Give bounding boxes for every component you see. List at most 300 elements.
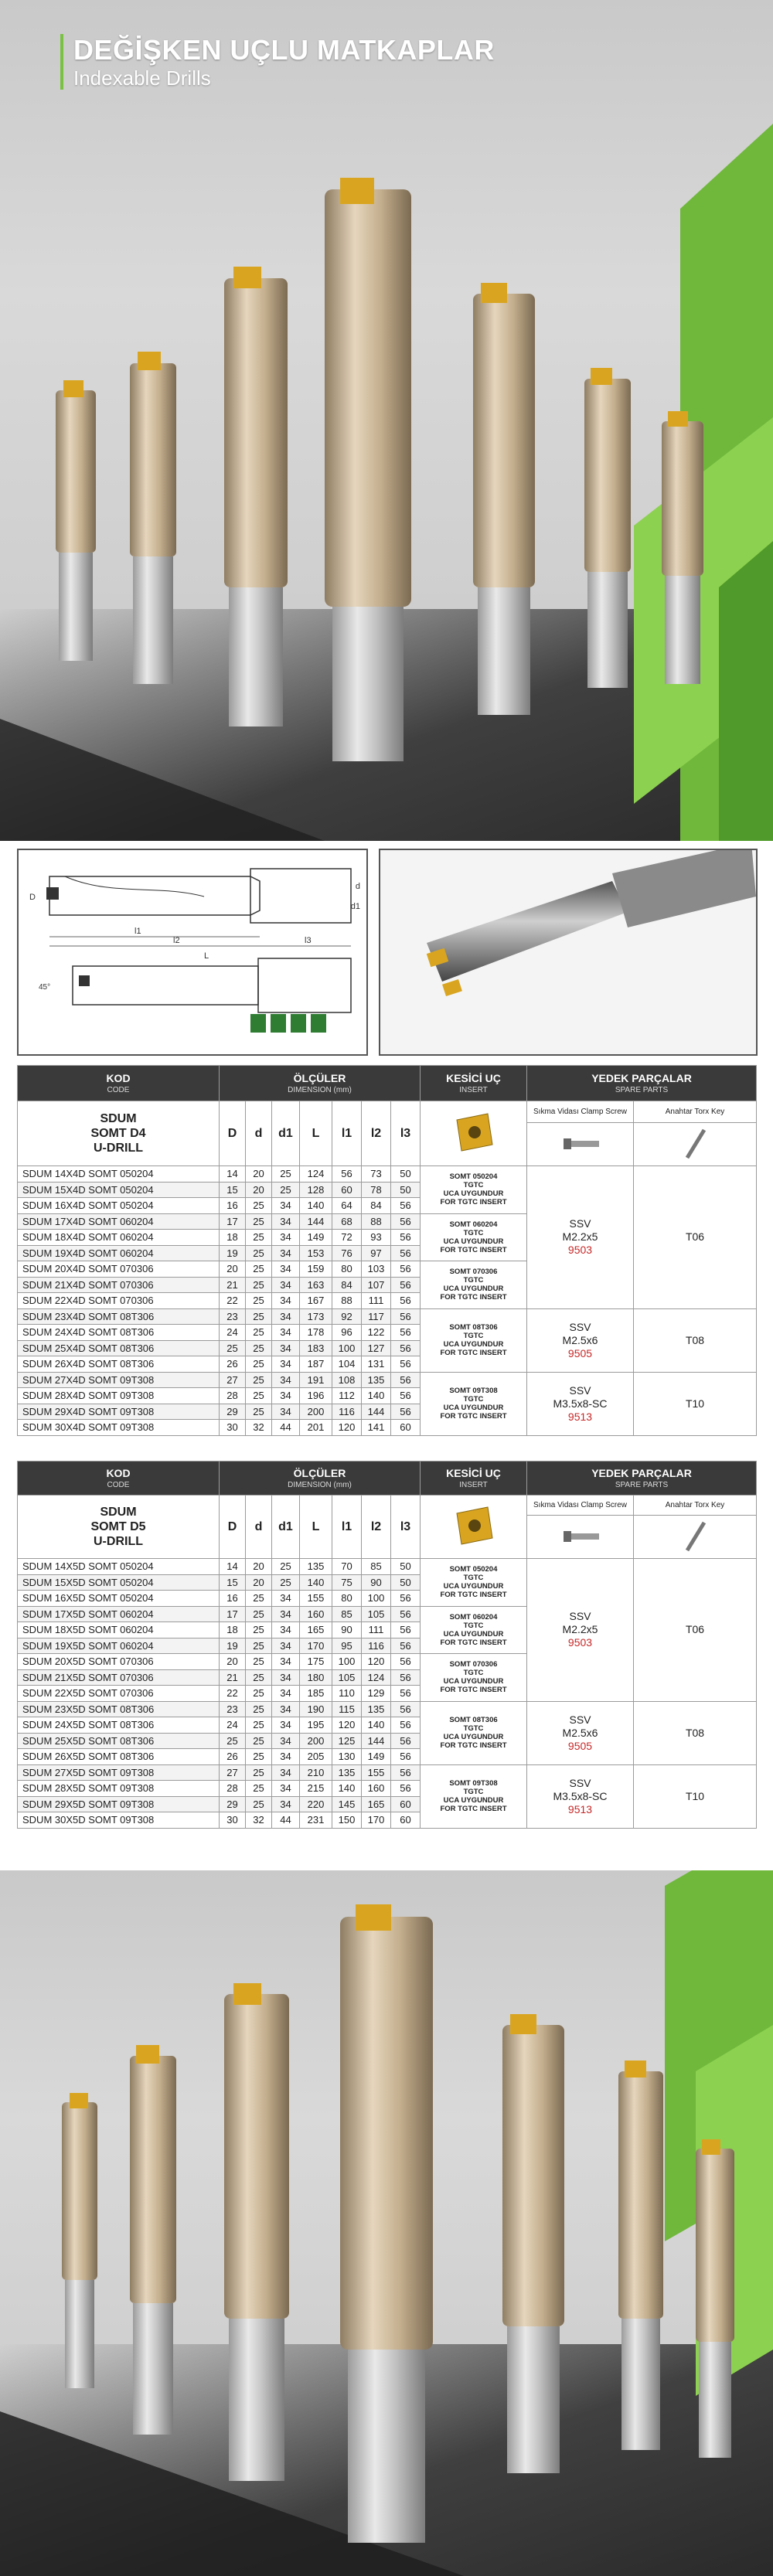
dim-d: 25 <box>246 1781 272 1797</box>
dim-L: 167 <box>300 1293 332 1309</box>
spec-table-d4 <box>17 1065 757 1436</box>
dim-l2: 135 <box>362 1372 391 1388</box>
dim-L: 200 <box>300 1404 332 1420</box>
dim-l1: 105 <box>332 1669 362 1686</box>
dim-d: 25 <box>246 1591 272 1607</box>
dim-l3: 56 <box>391 1388 421 1404</box>
insert-compat: SOMT 050204 TGTC UCA UYGUNDUR FOR TGTC INSERT <box>421 1559 527 1607</box>
torx-key-part: T06 <box>634 1559 757 1702</box>
drill-5 <box>502 2014 564 2473</box>
dim-l1: 145 <box>332 1796 362 1812</box>
dim-l3: 56 <box>391 1733 421 1749</box>
dim-l2: 84 <box>362 1198 391 1214</box>
dim-label-l1: l1 <box>135 927 141 936</box>
dim-l2: 165 <box>362 1796 391 1812</box>
dim-d1: 34 <box>272 1638 300 1654</box>
dim-l2: 78 <box>362 1182 391 1198</box>
dim-l2: 93 <box>362 1230 391 1246</box>
part-number: 9513 <box>567 1410 593 1423</box>
torx-key-icon <box>679 1124 710 1162</box>
dim-D: 20 <box>220 1261 246 1278</box>
col-L: L <box>300 1496 332 1559</box>
dim-l1: 108 <box>332 1372 362 1388</box>
drill-3 <box>224 1983 289 2481</box>
dim-d: 32 <box>246 1420 272 1436</box>
dim-D: 16 <box>220 1198 246 1214</box>
dim-l3: 56 <box>391 1654 421 1670</box>
dim-l3: 50 <box>391 1166 421 1183</box>
dim-d1: 34 <box>272 1764 300 1781</box>
product-code: SDUM 22X4D SOMT 070306 <box>18 1293 220 1309</box>
dim-L: 210 <box>300 1764 332 1781</box>
dim-d1: 34 <box>272 1606 300 1622</box>
product-code: SDUM 16X5D SOMT 050204 <box>18 1591 220 1607</box>
dim-d1: 34 <box>272 1404 300 1420</box>
dim-L: 180 <box>300 1669 332 1686</box>
dim-d: 25 <box>246 1277 272 1293</box>
dim-d: 25 <box>246 1701 272 1717</box>
insert-image <box>421 1496 527 1559</box>
dim-L: 178 <box>300 1325 332 1341</box>
torx-key-part: T10 <box>634 1764 757 1828</box>
dim-l3: 56 <box>391 1591 421 1607</box>
dim-l3: 56 <box>391 1372 421 1388</box>
clamp-screw-part: SSV M2.5x6 9505 <box>527 1701 634 1764</box>
drill-photo <box>379 849 758 1056</box>
dim-d1: 34 <box>272 1654 300 1670</box>
product-code: SDUM 17X4D SOMT 060204 <box>18 1213 220 1230</box>
product-code: SDUM 29X4D SOMT 09T308 <box>18 1404 220 1420</box>
dim-d1: 34 <box>272 1277 300 1293</box>
dim-d1: 34 <box>272 1325 300 1341</box>
dim-D: 17 <box>220 1213 246 1230</box>
table-d5-body <box>18 1559 757 1829</box>
drill-6 <box>584 368 631 688</box>
dim-L: 135 <box>300 1559 332 1575</box>
dim-l3: 56 <box>391 1230 421 1246</box>
dim-D: 15 <box>220 1182 246 1198</box>
insert-compat: SOMT 070306 TGTC UCA UYGUNDUR FOR TGTC INSERT <box>421 1654 527 1702</box>
dim-l2: 107 <box>362 1277 391 1293</box>
drill-7 <box>662 411 703 684</box>
product-code: SDUM 21X4D SOMT 070306 <box>18 1277 220 1293</box>
dim-d1: 34 <box>272 1388 300 1404</box>
insert-compat: SOMT 050204 TGTC UCA UYGUNDUR FOR TGTC INSERT <box>421 1166 527 1214</box>
product-code: SDUM 26X4D SOMT 08T306 <box>18 1356 220 1373</box>
product-code: SDUM 30X4D SOMT 09T308 <box>18 1420 220 1436</box>
dim-label-d: d <box>355 882 360 891</box>
dim-d: 25 <box>246 1606 272 1622</box>
dim-d1: 34 <box>272 1622 300 1638</box>
torx-key-part: T08 <box>634 1308 757 1372</box>
dim-d1: 25 <box>272 1574 300 1591</box>
insert-icon <box>451 1109 497 1155</box>
dim-d1: 34 <box>272 1308 300 1325</box>
dim-l3: 60 <box>391 1812 421 1829</box>
dim-d1: 34 <box>272 1781 300 1797</box>
product-code: SDUM 20X5D SOMT 070306 <box>18 1654 220 1670</box>
dim-d: 25 <box>246 1356 272 1373</box>
table-row <box>18 1372 757 1388</box>
part-number: 9503 <box>567 1244 593 1257</box>
dim-d: 25 <box>246 1372 272 1388</box>
dim-l1: 96 <box>332 1325 362 1341</box>
part-number: 9503 <box>567 1636 593 1649</box>
dim-L: 231 <box>300 1812 332 1829</box>
dim-d: 25 <box>246 1404 272 1420</box>
dim-d1: 34 <box>272 1340 300 1356</box>
dim-D: 30 <box>220 1812 246 1829</box>
dim-D: 21 <box>220 1669 246 1686</box>
dim-l2: 160 <box>362 1781 391 1797</box>
product-code: SDUM 23X4D SOMT 08T306 <box>18 1308 220 1325</box>
dim-d: 25 <box>246 1230 272 1246</box>
dim-l2: 85 <box>362 1559 391 1575</box>
dim-l1: 72 <box>332 1230 362 1246</box>
dim-l1: 140 <box>332 1781 362 1797</box>
clamp-screw-image <box>527 1516 634 1559</box>
dim-d: 25 <box>246 1638 272 1654</box>
dim-d: 25 <box>246 1749 272 1765</box>
clamp-screw-part: SSV M3.5x8-SC 9513 <box>527 1372 634 1435</box>
dim-label-l2: l2 <box>173 936 180 945</box>
drill-2 <box>130 352 176 684</box>
dim-d: 25 <box>246 1261 272 1278</box>
dim-l2: 111 <box>362 1622 391 1638</box>
dim-label-d1: d1 <box>350 902 360 911</box>
dim-l2: 144 <box>362 1733 391 1749</box>
drill-4 <box>340 1904 433 2543</box>
insert-image <box>421 1101 527 1166</box>
torx-key-part: T06 <box>634 1166 757 1309</box>
dim-d: 25 <box>246 1308 272 1325</box>
dim-L: 215 <box>300 1781 332 1797</box>
green-panel-dark <box>719 541 773 841</box>
dim-d: 25 <box>246 1293 272 1309</box>
dim-d1: 34 <box>272 1230 300 1246</box>
dim-d: 25 <box>246 1388 272 1404</box>
dim-D: 23 <box>220 1308 246 1325</box>
part-number: 9505 <box>567 1346 593 1359</box>
product-code: SDUM 14X4D SOMT 050204 <box>18 1166 220 1183</box>
dim-D: 18 <box>220 1622 246 1638</box>
dim-l2: 129 <box>362 1686 391 1702</box>
title-accent-bar <box>60 34 63 90</box>
col-l3: l3 <box>391 1496 421 1559</box>
table-d4-body <box>18 1166 757 1436</box>
dim-D: 26 <box>220 1356 246 1373</box>
dim-l3: 56 <box>391 1404 421 1420</box>
dim-l1: 84 <box>332 1277 362 1293</box>
dim-l3: 56 <box>391 1198 421 1214</box>
dim-l2: 122 <box>362 1325 391 1341</box>
product-code: SDUM 21X5D SOMT 070306 <box>18 1669 220 1686</box>
dim-l3: 56 <box>391 1669 421 1686</box>
drill-3 <box>224 267 288 727</box>
insert-compat: SOMT 070306 TGTC UCA UYGUNDUR FOR TGTC INSERT <box>421 1261 527 1309</box>
dim-l2: 149 <box>362 1749 391 1765</box>
insert-icon <box>451 1502 497 1549</box>
col-d1: d1 <box>272 1101 300 1166</box>
col-d1: d1 <box>272 1496 300 1559</box>
dim-d: 25 <box>246 1198 272 1214</box>
dim-D: 22 <box>220 1293 246 1309</box>
dim-L: 183 <box>300 1340 332 1356</box>
dim-l1: 112 <box>332 1388 362 1404</box>
col-D: D <box>220 1101 246 1166</box>
dim-D: 14 <box>220 1559 246 1575</box>
dim-l1: 88 <box>332 1293 362 1309</box>
dim-d: 25 <box>246 1340 272 1356</box>
torx-key-image <box>634 1516 757 1559</box>
dim-L: 195 <box>300 1717 332 1734</box>
col-l1: l1 <box>332 1101 362 1166</box>
torx-key-part: T08 <box>634 1701 757 1764</box>
dim-D: 25 <box>220 1340 246 1356</box>
dim-l1: 150 <box>332 1812 362 1829</box>
product-code: SDUM 24X4D SOMT 08T306 <box>18 1325 220 1341</box>
torx-key-label: Anahtar Torx Key <box>634 1101 757 1123</box>
dim-l2: 124 <box>362 1669 391 1686</box>
dim-l3: 50 <box>391 1182 421 1198</box>
dim-d1: 34 <box>272 1733 300 1749</box>
dim-l1: 76 <box>332 1245 362 1261</box>
insert-compat: SOMT 08T306 TGTC UCA UYGUNDUR FOR TGTC INSERT <box>421 1701 527 1764</box>
dim-l2: 144 <box>362 1404 391 1420</box>
dim-l2: 140 <box>362 1388 391 1404</box>
dim-l3: 60 <box>391 1796 421 1812</box>
table-row <box>18 1308 757 1325</box>
hero-art-top <box>0 0 773 841</box>
dim-l3: 56 <box>391 1764 421 1781</box>
screw-icon <box>557 1129 604 1157</box>
dim-d1: 25 <box>272 1182 300 1198</box>
drill-4 <box>325 178 411 761</box>
dim-l2: 90 <box>362 1574 391 1591</box>
dim-l2: 120 <box>362 1654 391 1670</box>
dim-L: 159 <box>300 1261 332 1278</box>
table-row <box>18 1166 757 1183</box>
product-code: SDUM 15X4D SOMT 050204 <box>18 1182 220 1198</box>
dim-d: 32 <box>246 1812 272 1829</box>
dim-l3: 56 <box>391 1749 421 1765</box>
product-code: SDUM 27X5D SOMT 09T308 <box>18 1764 220 1781</box>
dim-l1: 116 <box>332 1404 362 1420</box>
clamp-screw-label: Sıkma Vidası Clamp Screw <box>527 1496 634 1516</box>
dim-l1: 130 <box>332 1749 362 1765</box>
dim-L: 165 <box>300 1622 332 1638</box>
dim-d: 25 <box>246 1325 272 1341</box>
dim-l1: 104 <box>332 1356 362 1373</box>
insert-compat: SOMT 09T308 TGTC UCA UYGUNDUR FOR TGTC INSERT <box>421 1764 527 1828</box>
header-dimension: ÖLÇÜLER DIMENSION (mm) <box>220 1066 421 1101</box>
header-spare-parts: YEDEK PARÇALAR SPARE PARTS <box>527 1066 757 1101</box>
dim-d1: 44 <box>272 1812 300 1829</box>
dim-d: 25 <box>246 1764 272 1781</box>
dim-l1: 100 <box>332 1654 362 1670</box>
insert-compat: SOMT 08T306 TGTC UCA UYGUNDUR FOR TGTC INSERT <box>421 1308 527 1372</box>
dim-d1: 34 <box>272 1669 300 1686</box>
product-code: SDUM 30X5D SOMT 09T308 <box>18 1812 220 1829</box>
dimension-drawing <box>17 849 368 1056</box>
drill-2 <box>130 2045 176 2435</box>
torx-key-icon <box>679 1516 710 1555</box>
dim-d1: 34 <box>272 1591 300 1607</box>
dim-d1: 25 <box>272 1166 300 1183</box>
col-D: D <box>220 1496 246 1559</box>
hero-banner-top <box>0 0 773 841</box>
dim-D: 19 <box>220 1245 246 1261</box>
dim-d1: 44 <box>272 1420 300 1436</box>
dim-L: 155 <box>300 1591 332 1607</box>
table-row <box>18 1764 757 1781</box>
torx-key-part: T10 <box>634 1372 757 1435</box>
dim-d1: 34 <box>272 1245 300 1261</box>
drill-7 <box>696 2139 734 2458</box>
product-code: SDUM 17X5D SOMT 060204 <box>18 1606 220 1622</box>
product-code: SDUM 14X5D SOMT 050204 <box>18 1559 220 1575</box>
product-code: SDUM 16X4D SOMT 050204 <box>18 1198 220 1214</box>
dim-L: 144 <box>300 1213 332 1230</box>
dim-D: 28 <box>220 1388 246 1404</box>
dim-d: 25 <box>246 1213 272 1230</box>
col-d: d <box>246 1496 272 1559</box>
dim-l2: 100 <box>362 1591 391 1607</box>
dim-D: 24 <box>220 1717 246 1734</box>
dim-d: 25 <box>246 1622 272 1638</box>
dim-L: 201 <box>300 1420 332 1436</box>
dim-d: 25 <box>246 1669 272 1686</box>
dim-D: 27 <box>220 1764 246 1781</box>
dim-l1: 68 <box>332 1213 362 1230</box>
header-dimension: ÖLÇÜLER DIMENSION (mm) <box>220 1462 421 1496</box>
dim-D: 20 <box>220 1654 246 1670</box>
dim-l3: 56 <box>391 1622 421 1638</box>
dim-l1: 60 <box>332 1182 362 1198</box>
dim-l3: 56 <box>391 1293 421 1309</box>
product-code: SDUM 22X5D SOMT 070306 <box>18 1686 220 1702</box>
product-code: SDUM 23X5D SOMT 08T306 <box>18 1701 220 1717</box>
drill-1 <box>62 2093 97 2388</box>
dim-L: 140 <box>300 1574 332 1591</box>
dim-l3: 56 <box>391 1638 421 1654</box>
dim-l3: 56 <box>391 1701 421 1717</box>
hero-banner-bottom <box>0 1870 773 2576</box>
clamp-screw-part: SSV M2.5x6 9505 <box>527 1308 634 1372</box>
page-title: DEĞİŞKEN UÇLU MATKAPLAR <box>73 34 495 66</box>
dim-l2: 103 <box>362 1261 391 1278</box>
dim-l2: 88 <box>362 1213 391 1230</box>
dim-l3: 56 <box>391 1356 421 1373</box>
dim-D: 14 <box>220 1166 246 1183</box>
clamp-screw-part: SSV M3.5x8-SC 9513 <box>527 1764 634 1828</box>
dimension-drawing-svg <box>19 850 366 1054</box>
dim-L: 196 <box>300 1388 332 1404</box>
torx-key-label: Anahtar Torx Key <box>634 1496 757 1516</box>
table-row <box>18 1701 757 1717</box>
dim-l1: 85 <box>332 1606 362 1622</box>
drill-photo-svg <box>380 850 756 1054</box>
dim-L: 191 <box>300 1372 332 1388</box>
product-code: SDUM 26X5D SOMT 08T306 <box>18 1749 220 1765</box>
col-l3: l3 <box>391 1101 421 1166</box>
dim-l2: 117 <box>362 1308 391 1325</box>
dim-L: 220 <box>300 1796 332 1812</box>
dim-L: 190 <box>300 1701 332 1717</box>
dim-L: 200 <box>300 1733 332 1749</box>
insert-compat: SOMT 060204 TGTC UCA UYGUNDUR FOR TGTC INSERT <box>421 1213 527 1261</box>
dim-d1: 34 <box>272 1686 300 1702</box>
dim-d: 25 <box>246 1733 272 1749</box>
dim-l3: 56 <box>391 1717 421 1734</box>
dim-label-L: L <box>204 951 209 961</box>
header-spare-parts: YEDEK PARÇALAR SPARE PARTS <box>527 1462 757 1496</box>
dim-l2: 97 <box>362 1245 391 1261</box>
dim-D: 16 <box>220 1591 246 1607</box>
dim-l1: 75 <box>332 1574 362 1591</box>
product-code: SDUM 15X5D SOMT 050204 <box>18 1574 220 1591</box>
technical-drawings <box>0 842 773 1059</box>
dim-d: 25 <box>246 1686 272 1702</box>
header-insert: KESİCİ UÇ INSERT <box>421 1462 527 1496</box>
dim-l2: 155 <box>362 1764 391 1781</box>
dim-L: 140 <box>300 1198 332 1214</box>
dim-L: 149 <box>300 1230 332 1246</box>
dim-l3: 56 <box>391 1261 421 1278</box>
dim-d: 20 <box>246 1166 272 1183</box>
dim-L: 163 <box>300 1277 332 1293</box>
dim-L: 185 <box>300 1686 332 1702</box>
spec-table-d5 <box>17 1461 757 1829</box>
dim-D: 18 <box>220 1230 246 1246</box>
series-label: SDUM SOMT D4 U-DRILL <box>18 1101 220 1166</box>
dim-l3: 56 <box>391 1781 421 1797</box>
series-label: SDUM SOMT D5 U-DRILL <box>18 1496 220 1559</box>
dim-d1: 34 <box>272 1293 300 1309</box>
dim-l2: 131 <box>362 1356 391 1373</box>
dim-d1: 34 <box>272 1749 300 1765</box>
clamp-screw-part: SSV M2.2x5 9503 <box>527 1559 634 1702</box>
dim-l3: 56 <box>391 1245 421 1261</box>
dim-D: 22 <box>220 1686 246 1702</box>
dim-d: 20 <box>246 1182 272 1198</box>
dim-d1: 34 <box>272 1701 300 1717</box>
dim-D: 28 <box>220 1781 246 1797</box>
dim-d1: 34 <box>272 1261 300 1278</box>
dim-L: 153 <box>300 1245 332 1261</box>
dim-D: 26 <box>220 1749 246 1765</box>
product-code: SDUM 18X5D SOMT 060204 <box>18 1622 220 1638</box>
torx-key-image <box>634 1123 757 1166</box>
dim-d1: 34 <box>272 1356 300 1373</box>
dim-L: 175 <box>300 1654 332 1670</box>
dim-l1: 90 <box>332 1622 362 1638</box>
dim-D: 19 <box>220 1638 246 1654</box>
dim-l3: 56 <box>391 1686 421 1702</box>
dim-D: 21 <box>220 1277 246 1293</box>
dim-l2: 135 <box>362 1701 391 1717</box>
dim-l2: 73 <box>362 1166 391 1183</box>
dim-d: 25 <box>246 1796 272 1812</box>
header-insert: KESİCİ UÇ INSERT <box>421 1066 527 1101</box>
dim-l3: 50 <box>391 1574 421 1591</box>
dim-D: 24 <box>220 1325 246 1341</box>
product-code: SDUM 28X4D SOMT 09T308 <box>18 1388 220 1404</box>
dim-l1: 80 <box>332 1261 362 1278</box>
dim-d: 20 <box>246 1559 272 1575</box>
header-code: KOD CODE <box>18 1462 220 1496</box>
dim-d1: 34 <box>272 1717 300 1734</box>
